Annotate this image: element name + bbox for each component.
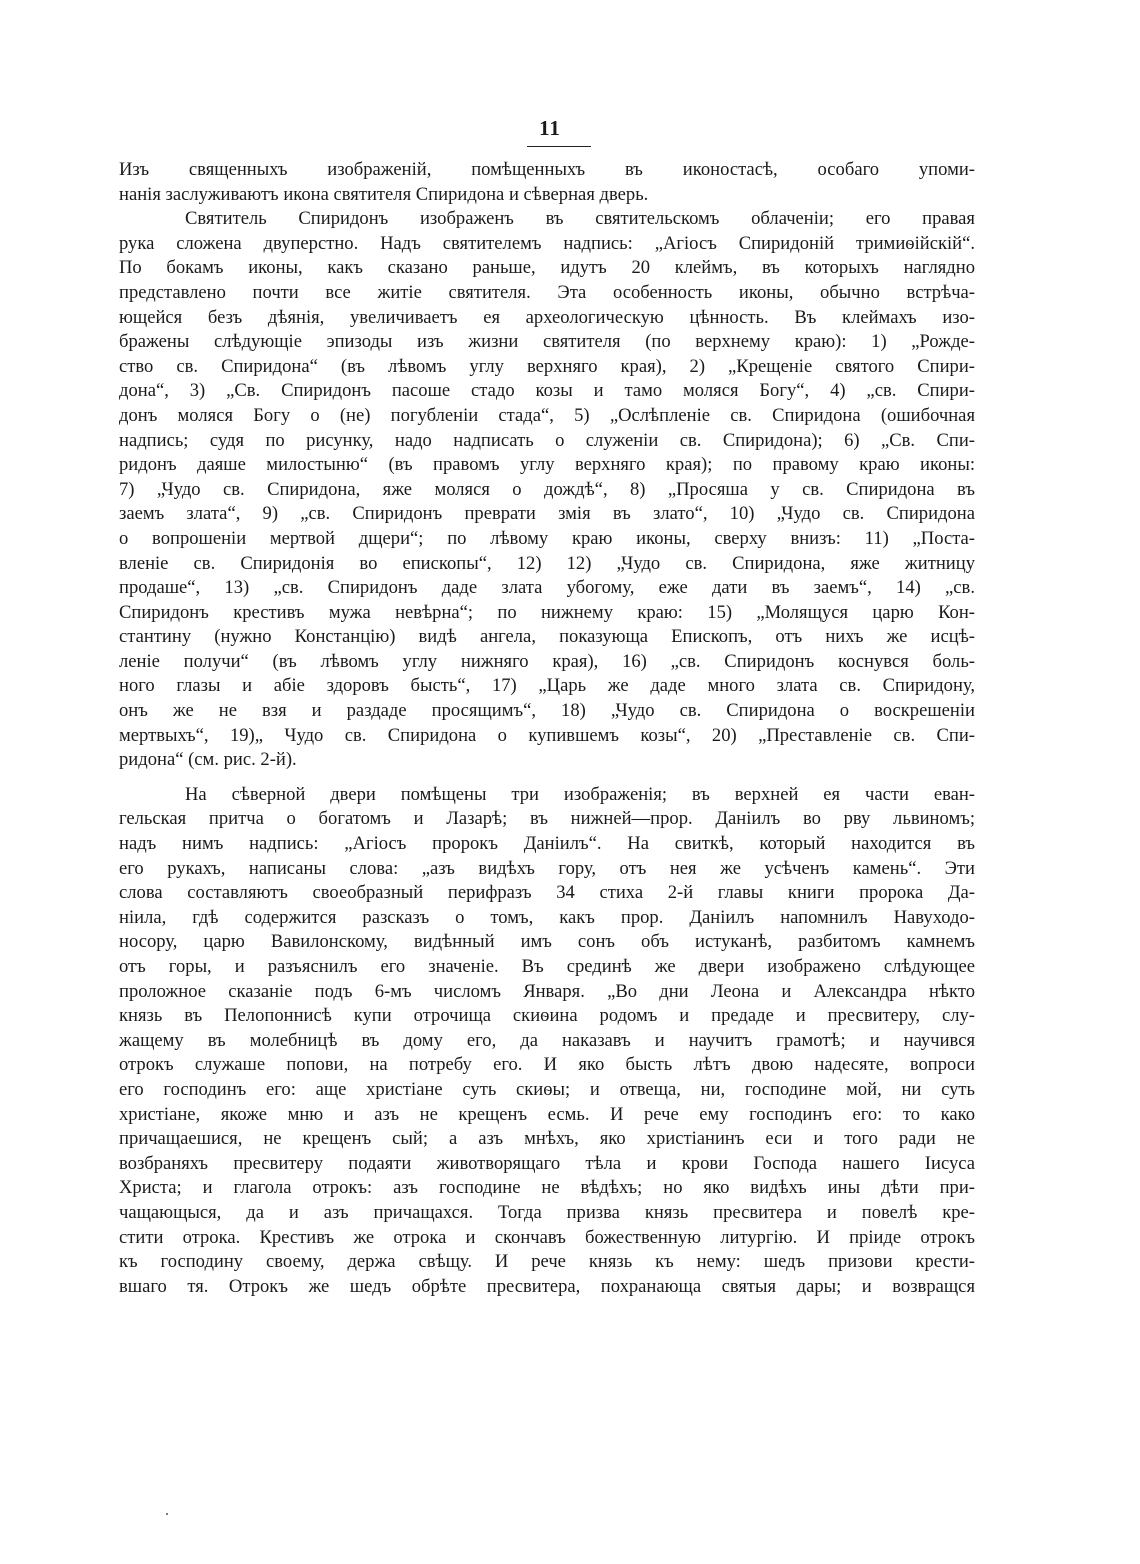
text-line: рука сложена двуперстно. Надъ святителемъ надпись: „Агіосъ Спиридоній тримиѳійскій“. [119,232,975,254]
text-line: ющейся безъ дѣянія, увеличиваетъ ея археологическую цѣнность. Въ клеймахъ изо- [119,306,975,328]
page-number-rule [527,146,591,147]
text-line: дона“, 3) „Св. Спиридонъ пасоше стадо козы и тамо моляся Богу“, 4) „св. Спири- [119,380,975,402]
text-line: Изъ священныхъ изображеній, помѣщенныхъ въ иконостасѣ, особаго упоми- [119,159,975,180]
text-line: донъ моляся Богу о (не) погубленіи стада“, 5) „Ослѣпленіе св. Спиридона (ошибочная [119,404,975,426]
text-line: ридонъ даяше милостыню“ (въ правомъ углу верхняго края); по правому краю иконы: [119,454,975,476]
text-line: Спиридонъ крестивъ мужа невѣрна“; по нижнему краю: 15) „Молящуся царю Кон- [119,601,975,623]
text-line: его рукахъ, написаны слова: „азъ видѣхъ гору, отъ нея же усѣченъ камень“. Эти [119,857,975,879]
body-text [119,158,975,1299]
text-line: его господинъ его: аще христіане суть скиѳы; и отвеща, ни, господине мой, ни суть [119,1078,975,1100]
text-line: о вопрошеніи мертвой дщери“; по лѣвому краю иконы, сверху внизъ: 11) „Поста- [119,527,975,549]
text-line: возбраняхъ пресвитеру подаяти животворящаго тѣла и крови Господа нашего Іисуса [119,1152,975,1174]
text-line: ство св. Спиридона“ (въ лѣвомъ углу верхняго края), 2) „Крещеніе святого Спири- [119,355,975,377]
text-line: князь въ Пелопоннисѣ купи отрочища скиѳина родомъ и предаде и пресвитеру, слу- [119,1005,975,1027]
text-line: надъ нимъ надпись: „Агіосъ пророкъ Даніилъ“. На свиткѣ, который находится въ [119,833,975,855]
text-line: бражены слѣдующіе эпизоды изъ жизни святителя (по верхнему краю): 1) „Рожде- [119,331,975,353]
text-line: вшаго тя. Отрокъ же шедъ обрѣте пресвитера, похранающа святыя дары; и возвращся [119,1275,975,1297]
text-line: онъ же не взя и раздаде просящимъ“, 18) „Чудо св. Спиридона о воскрешеніи [119,700,975,722]
text-line: заемъ злата“, 9) „св. Спиридонъ преврати змія въ злато“, 10) „Чудо св. Спиридона [119,503,975,525]
text-line: 7) „Чудо св. Спиридона, яже моляся о дождѣ“, 8) „Просяша у св. Спиридона въ [119,478,975,500]
text-line: мертвыхъ“, 19)„ Чудо св. Спиридона о купившемъ козы“, 20) „Преставленіе св. Спи- [119,724,975,746]
text-line: вленіе св. Спиридонія во епископы“, 12) 12) „Чудо св. Спиридона, яже житницу [119,552,975,574]
text-line: чащающыся, да и азъ причащахся. Тогда призва князь пресвитера и повелѣ кре- [119,1201,975,1223]
text-line: слова составляютъ своеобразный перифразъ 34 стиха 2-й главы книги пророка Да- [119,882,975,904]
text-line: стантину (нужно Констанцію) видѣ ангела, показующа Епископъ, отъ нихъ же исцѣ- [119,626,975,648]
scan-speck [166,1513,168,1515]
text-line: продаше“, 13) „св. Спиридонъ даде злата убогому, еже дати въ заемъ“, 14) „св. [119,577,975,599]
text-line: Христа; и глагола отрокъ: азъ господине не вѣдѣхъ; но яко видѣхъ ины дѣти при- [119,1177,975,1199]
text-line: ніила, гдѣ содержится разсказъ о томъ, какъ прор. Даніилъ напомнилъ Навуходо- [119,906,975,928]
text-line: Святитель Спиридонъ изображенъ въ святительскомъ облаченіи; его правая [185,208,975,230]
text-line: леніе получи“ (въ лѣвомъ углу нижняго края), 16) „св. Спиридонъ коснувся боль- [119,650,975,672]
text-line: ридона“ (см. рис. 2-й). [119,749,297,771]
text-line: На сѣверной двери помѣщены три изображенія; въ верхней ея части еван- [185,783,975,805]
text-line: проложное сказаніе подъ 6-мъ числомъ Января. „Во дни Леона и Александра нѣкто [119,980,975,1002]
text-line: христіане, якоже мню и азъ не крещенъ есмь. И рече ему господинъ его: то како [119,1103,975,1125]
text-line: носору, царю Вавилонскому, видѣнный имъ сонъ объ истуканѣ, разбитомъ камнемъ [119,931,975,953]
text-line: къ господину своему, держа свѣщу. И рече князь къ нему: шедъ призови крести- [119,1251,975,1273]
text-line: ного глазы и абіе здоровъ бысть“, 17) „Царь же даде много злата св. Спиридону, [119,675,975,697]
text-line: отъ горы, и разъяснилъ его значеніе. Въ срединѣ же двери изображено слѣдующее [119,956,975,977]
text-line: стити отрока. Крестивъ же отрока и скончавъ божественную литургію. И пріиде отрокъ [119,1226,975,1248]
text-line: жащему въ молебницѣ въ дому его, да наказавъ и научитъ грамотѣ; и научився [119,1029,975,1051]
text-line: надпись; судя по рисунку, надо надписать о служеніи св. Спиридона); 6) „Св. Спи- [119,429,975,451]
text-line: представлено почти все житіе святителя. Эта особенность иконы, обычно встрѣча- [119,281,975,303]
text-line: отрокъ служаше попови, на потребу его. И яко бысть лѣтъ двою надесяте, вопроси [119,1054,975,1076]
page-number: 11 [539,116,561,140]
text-line: гельская притча о богатомъ и Лазарѣ; въ нижней—прор. Даніилъ во рву львиномъ; [119,808,975,830]
text-line: По бокамъ иконы, какъ сказано раньше, идутъ 20 клеймъ, въ которыхъ наглядно [119,257,975,279]
text-line: нанія заслуживаютъ икона святителя Спиридона и сѣверная дверь. [119,183,649,205]
text-line: причащаешися, не крещенъ сый; а азъ мнѣхъ, яко христіанинъ еси и того ради не [119,1128,975,1150]
